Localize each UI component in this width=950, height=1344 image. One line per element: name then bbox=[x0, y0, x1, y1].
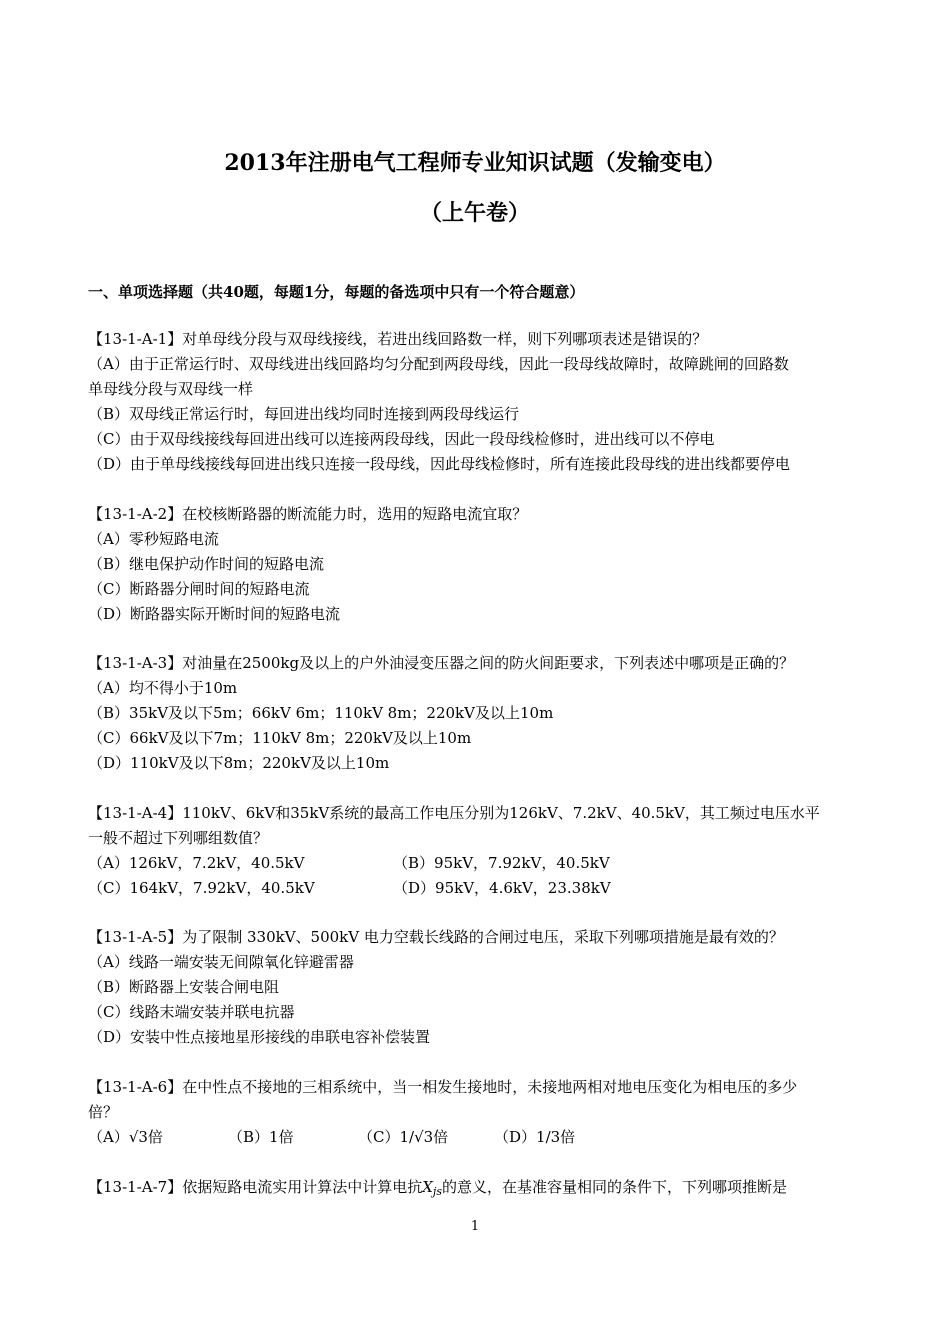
option-c: （C）66kV及以下7m；110kV 8m；220kV及以上10m bbox=[88, 729, 472, 747]
question-4 bbox=[88, 801, 868, 901]
option-c: （C）由于双母线接线每回进出线可以连接两段母线，因此一段母线检修时，进出线可以不停电 bbox=[88, 430, 715, 448]
question-stem bbox=[88, 1175, 868, 1204]
option-b: （B）双母线正常运行时，每回进出线均同时连接到两段母线运行 bbox=[88, 405, 520, 423]
question-stem: 【13-1-A-2】在校核断路器的断流能力时，选用的短路电流宜取？ bbox=[88, 505, 528, 523]
question-7 bbox=[88, 1175, 868, 1204]
option-a: （A）线路一端安装无间隙氧化锌避雷器 bbox=[88, 953, 354, 971]
document-subtitle: （上午卷） bbox=[419, 200, 530, 226]
option-a: （A）零秒短路电流 bbox=[88, 530, 219, 548]
option-b: （B）1倍 bbox=[228, 1128, 294, 1146]
question-stem: 【13-1-A-1】对单母线分段与双母线接线，若进出线回路数一样，则下列哪项表述是错误的？ bbox=[88, 330, 708, 348]
option-b: （B）95kV，7.92kV，40.5kV bbox=[393, 854, 610, 872]
question-stem: 【13-1-A-3】对油量在2500kg及以上的户外油浸变压器之间的防火间距要求，下列表述中哪项是正确的？ bbox=[88, 654, 795, 672]
section-heading: 一、单项选择题（共40题，每题1分，每题的备选项中只有一个符合题意） bbox=[88, 283, 585, 301]
option-d: （D）断路器实际开断时间的短路电流 bbox=[88, 605, 341, 623]
question-stem: 【13-1-A-6】在中性点不接地的三相系统中，当一相发生接地时，未接地两相对地电压变化为相电压的多少 bbox=[88, 1078, 798, 1096]
option-d: （D）1/3倍 bbox=[494, 1128, 576, 1146]
option-c: （C）1/√3倍 bbox=[358, 1128, 449, 1146]
question-3 bbox=[88, 651, 868, 776]
option-c: （C）线路末端安装并联电抗器 bbox=[88, 1003, 295, 1021]
question-stem-end: 的意义，在基准容量相同的条件下，下列哪项推断是 bbox=[441, 1178, 787, 1196]
option-a: （A）126kV，7.2kV，40.5kV bbox=[88, 854, 305, 872]
option-a: （A）均不得小于10m bbox=[88, 679, 238, 697]
question-2 bbox=[88, 502, 868, 627]
option-a: （A）由于正常运行时、双母线进出线回路均匀分配到两段母线，因此一段母线故障时，故障跳闸的回路数 bbox=[88, 355, 789, 373]
question-stem-start: 【13-1-A-7】依据短路电流实用计算法中计算电抗 bbox=[88, 1178, 423, 1196]
option-a: （A）√3倍 bbox=[88, 1128, 163, 1146]
option-d: （D）95kV，4.6kV，23.38kV bbox=[393, 879, 611, 897]
question-stem-continued: 一般不超过下列哪组数值？ bbox=[88, 829, 269, 847]
question-1 bbox=[88, 327, 868, 477]
option-d: （D）安装中性点接地星形接线的串联电容补偿装置 bbox=[88, 1028, 431, 1046]
option-c: （C）断路器分闸时间的短路电流 bbox=[88, 580, 310, 598]
reactance-symbol: X bbox=[422, 1178, 433, 1196]
question-stem: 【13-1-A-4】110kV、6kV和35kV系统的最高工作电压分别为126kV、7.2kV、40.5kV，其工频过电压水平 bbox=[88, 804, 820, 822]
option-b: （B）继电保护动作时间的短路电流 bbox=[88, 555, 325, 573]
question-5 bbox=[88, 925, 868, 1050]
question-stem: 【13-1-A-5】为了限制 330kV、500kV 电力空载长线路的合闸过电压，采取下列哪项措施是最有效的？ bbox=[88, 928, 784, 946]
option-b: （B）35kV及以下5m；66kV 6m；110kV 8m；220kV及以上10m bbox=[88, 704, 554, 722]
option-d: （D）由于单母线接线每回进出线只连接一段母线，因此母线检修时，所有连接此段母线的进出线都要停电 bbox=[88, 455, 791, 473]
page-number: 1 bbox=[470, 1219, 480, 1234]
document-title: 2013年注册电气工程师专业知识试题（发输变电） bbox=[224, 150, 726, 176]
question-stem-continued: 倍？ bbox=[88, 1103, 119, 1121]
option-d: （D）110kV及以下8m；220kV及以上10m bbox=[88, 754, 390, 772]
option-b: （B）断路器上安装合闸电阻 bbox=[88, 978, 280, 996]
question-6 bbox=[88, 1075, 868, 1150]
option-a-continued: 单母线分段与双母线一样 bbox=[88, 380, 254, 398]
reactance-subscript: js bbox=[432, 1185, 442, 1198]
option-c: （C）164kV，7.92kV，40.5kV bbox=[88, 879, 315, 897]
